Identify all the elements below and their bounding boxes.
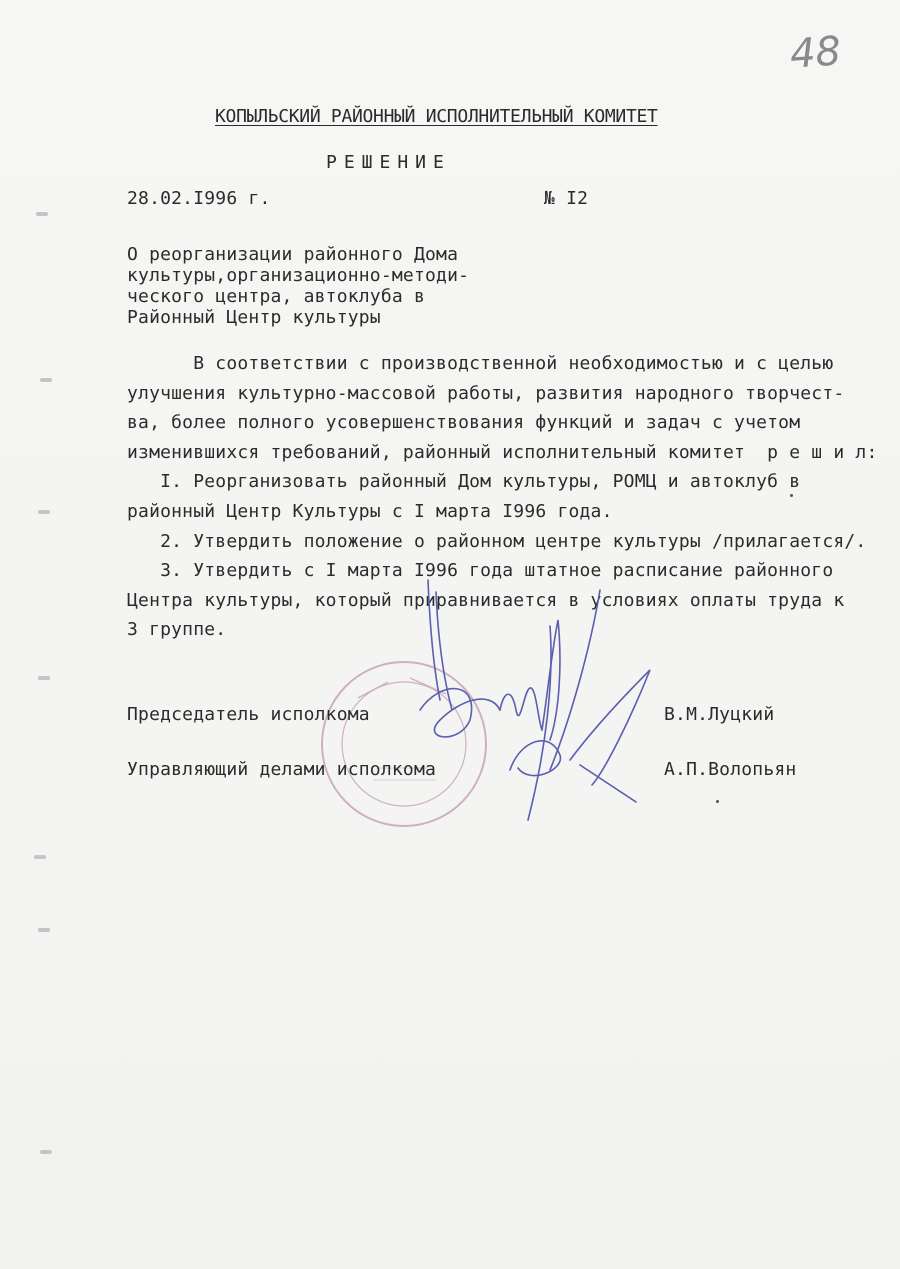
margin-mark	[34, 855, 46, 859]
margin-mark	[40, 1150, 52, 1154]
ink-speck	[716, 800, 719, 803]
decision-number: № I2	[544, 188, 589, 209]
decision-body: В соответствии с производственной необходимостью и с целью улучшения культурно-массовой работы, развития народного творчест- ва, более полного усовершенствования функций и задач с учетом изменившихся требований, районный исполнительный комитет р е ш и л: I. Реорганизовать районный Дом культуры, РОМЦ и автоклуб в районный Центр Культуры с I марта I996 года. 2. Утвердить положение о районном центре культуры /прилагается/. 3. Утвердить с I марта I996 года штатное расписание районного Центра культуры, который приравнивается в условиях оплаты труда к 3 группе.	[127, 353, 878, 641]
signatory-name-manager: А.П.Волопьян	[664, 759, 797, 780]
margin-mark	[36, 212, 48, 216]
document-type: РЕШЕНИЕ	[326, 152, 451, 173]
issuer-header: КОПЫЛЬСКИЙ РАЙОННЫЙ ИСПОЛНИТЕЛЬНЫЙ КОМИТЕТ	[215, 106, 658, 127]
handwritten-signatures	[400, 570, 660, 850]
margin-mark	[38, 928, 50, 932]
signatory-role-manager: Управляющий делами исполкома	[127, 759, 437, 780]
margin-mark	[38, 676, 50, 680]
margin-mark	[40, 378, 52, 382]
margin-mark	[38, 510, 50, 514]
page-number: 48	[788, 28, 843, 78]
signatory-role-chairman: Председатель исполкома	[127, 704, 370, 725]
signatory-name-chairman: В.М.Луцкий	[664, 704, 775, 725]
decision-date: 28.02.I996 г.	[127, 188, 271, 209]
decision-subject: О реорганизации районного Дома культуры,организационно-методи- ческого центра, автоклуба в Районный Центр культуры	[127, 244, 470, 328]
